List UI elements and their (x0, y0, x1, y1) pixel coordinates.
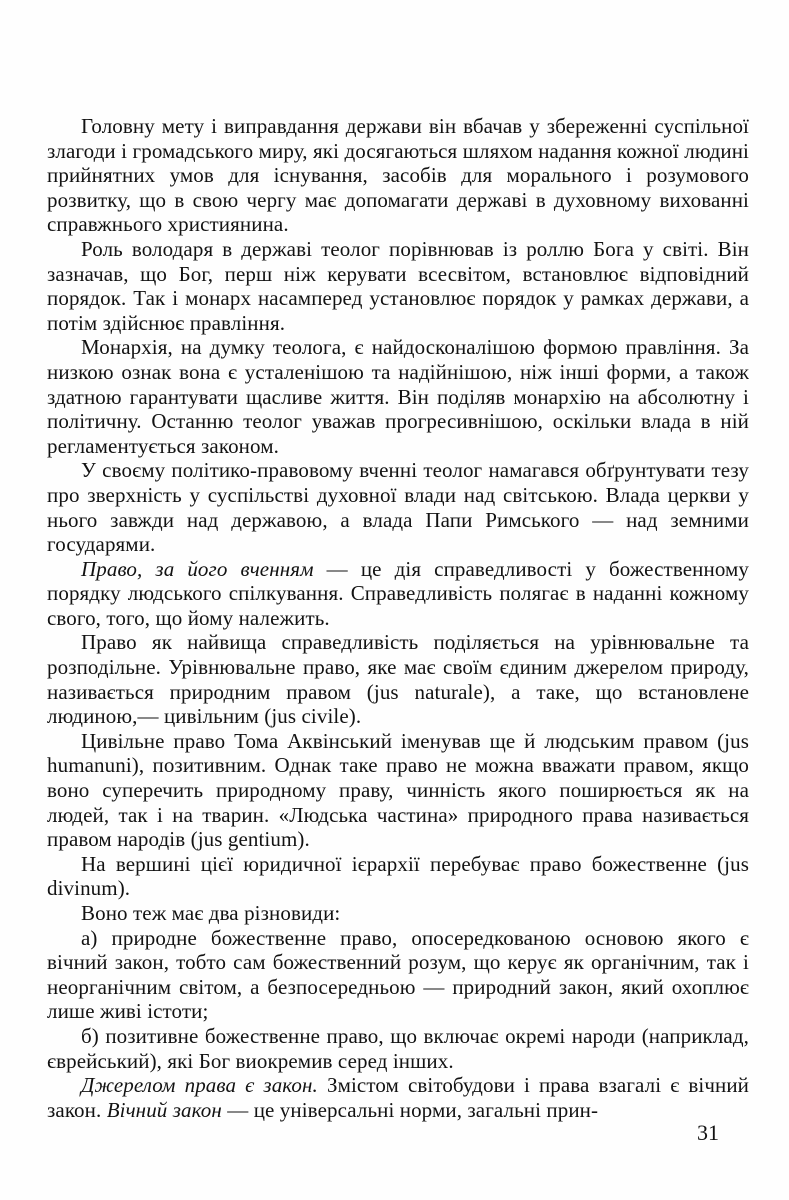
paragraph-item-a (47, 926, 749, 1024)
paragraph-text: б) позитивне божественне право, що включає окремі народи (наприклад, єврейський), які Бог виокремив серед інших. (47, 1023, 749, 1073)
paragraph-church-supremacy (47, 458, 749, 556)
paragraph-text: Монархія, на думку теолога, є найдосконалішою формою правління. За низкою ознак вона є усталенішою та надійнішою, ніж інші форми, а також здатною гарантувати щасливе життя. Він поділяв монархію на абсолютну і політичну. Останню теолог уважав прогресивнішою, оскільки влада в ній регламентується законом. (47, 335, 749, 458)
paragraph-text: Цивільне право Тома Аквінський іменував ще й людським правом (jus humanuni), позитивним. Однак таке право не можна вважати правом, якщо воно суперечить природному праву, чинність якого поширюється як на людей, так і на тварин. «Людська частина» природного права називається правом народів (jus gentium). (47, 728, 749, 852)
paragraph-text: — це дія справедливості у божественному порядку людського спілкування. Справедливість полягає в наданні кожному свого, того, що йому належить. (47, 556, 750, 630)
paragraph-civil-law (47, 729, 749, 852)
paragraph-text: Воно теж має два різновиди: (81, 901, 341, 925)
paragraph-text: Змістом світобудови і права взагалі є вічний закон. (47, 1073, 749, 1122)
body-text (47, 114, 749, 1122)
paragraph-ruler-role (47, 237, 749, 335)
paragraph-text: — це універсальні норми, загальні прин- (221, 1097, 599, 1122)
paragraph-text: У своєму політико-правовому вченні теолог намагався обґрунтувати тезу про зверхність у суспільстві духовної влади над світською. Влада церкви у нього завжди над державою, а влада Папи Римського — над земними государями. (47, 458, 749, 557)
paragraph-text: На вершині цієї юридичної ієрархії перебуває право божественне (jus divinum). (47, 851, 749, 901)
paragraph-law-division (47, 630, 749, 728)
page-number: 31 (697, 1120, 719, 1145)
paragraph-text-italic: Джерелом права є закон. (81, 1073, 318, 1098)
paragraph-two-kinds-intro (47, 901, 749, 926)
paragraph-monarchy (47, 335, 749, 458)
paragraph-text-italic: Право, за його вченням (81, 556, 314, 581)
paragraph-text: Право як найвища справедливість поділяється на урівнювальне та розподільне. Урівнювальне право, яке має своїм єдиним джерелом природу, називається природним правом (jus naturale), а таке, що встановлене людиною,— цивільним (jus civile). (47, 630, 749, 729)
paragraph-text-italic: Вічний закон (106, 1097, 222, 1122)
paragraph-state-purpose (47, 114, 749, 237)
paragraph-text: а) природне божественне право, опосередкованою основою якого є вічний закон, тобто сам божественний розум, що керує як органічним, так і неорганічним світом, а безпосередньою — природний закон, який охоплює лише живі істоти; (47, 925, 749, 1024)
paragraph-source-of-law (47, 1073, 749, 1122)
paragraph-text: Головну мету і виправдання держави він вбачав у збереженні суспільної злагоди і громадського миру, які досягаються шляхом надання кожної людині прийнятних умов для існування, засобів для морального і розумового розвитку, що в свою чергу має допомагати державі в духовному вихованні справжнього християнина. (47, 114, 749, 237)
paragraph-law-definition (47, 557, 749, 631)
paragraph-item-b (47, 1024, 749, 1073)
paragraph-text: Роль володаря в державі теолог порівнював із роллю Бога у світі. Він зазначав, що Бог, перш ніж керувати всесвітом, встановлює відповідний порядок. Так і монарх насамперед установлює порядок у рамках держави, а потім здійснює правління. (47, 236, 749, 335)
paragraph-divine-law (47, 852, 749, 901)
